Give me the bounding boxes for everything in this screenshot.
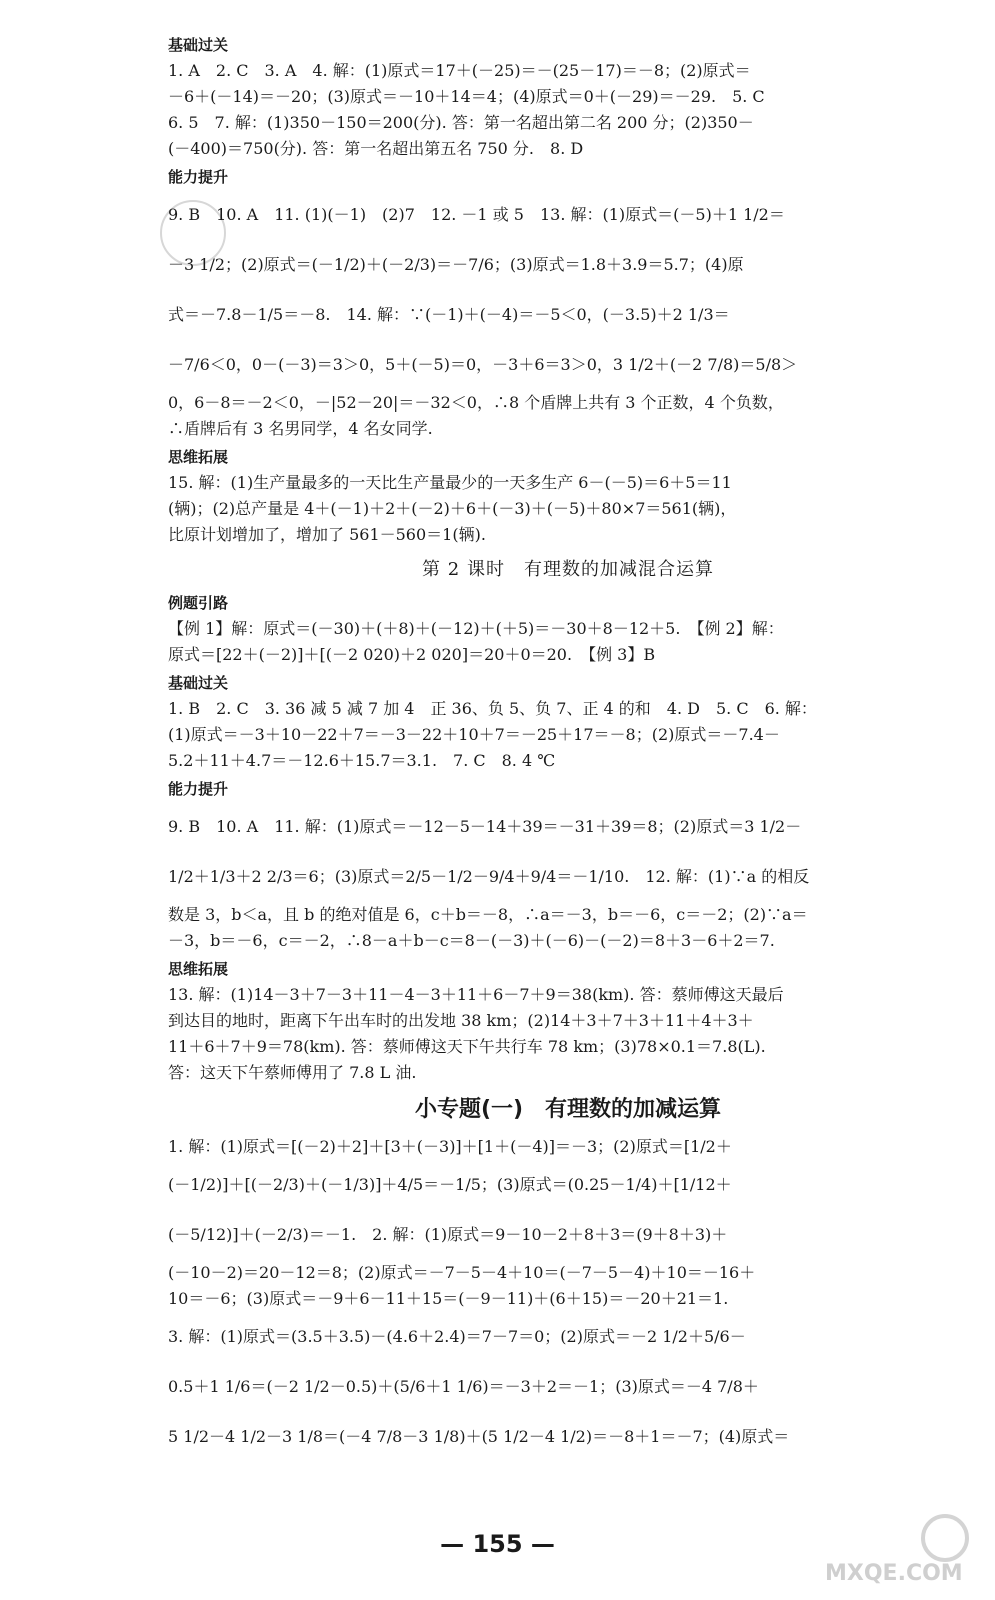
text-line: 9. B 10. A 11. (1)(－1) (2)7 12. －1 或 5 13. 解：(1)原式＝(－5)＋1 1/2＝	[168, 205, 785, 224]
section-heading: 能力提升	[168, 168, 229, 186]
section-heading: 思维拓展	[168, 960, 229, 978]
text-line: 15. 解：(1)生产量最多的一天比生产量最少的一天多生产 6－(－5)＝6＋5＝11	[168, 473, 732, 492]
section-heading: 基础过关	[168, 36, 229, 54]
text-line: 5.2＋11＋4.7＝－12.6＋15.7＝3.1. 7. C 8. 4 ℃	[168, 751, 556, 770]
text-line: 比原计划增加了，增加了 561－560＝1(辆).	[168, 525, 486, 544]
text-line: 11＋6＋7＋9＝78(km). 答：蔡师傅这天下午共行车 78 km；(3)78×0.1＝7.8(L).	[168, 1037, 766, 1056]
text-line: 5 1/2－4 1/2－3 1/8＝(－4 7/8－3 1/8)＋(5 1/2－4 1/2)＝－8＋1＝－7；(4)原式＝	[168, 1427, 790, 1446]
text-line: －3 1/2；(2)原式＝(－1/2)＋(－2/3)＝－7/6；(3)原式＝1.8＋3.9＝5.7；(4)原	[168, 255, 744, 274]
section-heading: 思维拓展	[168, 448, 229, 466]
page-number: — 155 —	[440, 1530, 555, 1558]
text-line: 数是 3，b＜a，且 b 的绝对值是 6，c＋b＝－8，∴a＝－3，b＝－6，c＝－2；(2)∵a＝	[168, 905, 808, 924]
text-line: 答：这天下午蔡师傅用了 7.8 L 油.	[168, 1063, 417, 1082]
lesson-title: 第 2 课时 有理数的加减混合运算	[422, 559, 714, 580]
text-line: (1)原式＝－3＋10－22＋7＝－3－22＋10＋7＝－25＋17＝－8；(2)原式＝－7.4－	[168, 725, 780, 744]
text-line: 式＝－7.8－1/5＝－8. 14. 解：∵(－1)＋(－4)＝－5＜0，(－3.5)＋2 1/3＝	[168, 305, 730, 324]
text-line: 1. A 2. C 3. A 4. 解：(1)原式＝17＋(－25)＝－(25－17)＝－8；(2)原式＝	[168, 61, 751, 80]
text-line: 9. B 10. A 11. 解：(1)原式＝－12－5－14＋39＝－31＋39＝8；(2)原式＝3 1/2－	[168, 817, 802, 836]
text-line: －6＋(－14)＝－20；(3)原式＝－10＋14＝4；(4)原式＝0＋(－29)＝－29. 5. C	[168, 87, 765, 106]
text-line: 1/2＋1/3＋2 2/3＝6；(3)原式＝2/5－1/2－9/4＋9/4＝－1/10. 12. 解：(1)∵a 的相反	[168, 867, 810, 886]
section-heading: 能力提升	[168, 780, 229, 798]
text-line: 6. 5 7. 解：(1)350－150＝200(分). 答：第一名超出第二名 200 分；(2)350－	[168, 113, 754, 132]
text-line: －7/6＜0，0－(－3)＝3＞0，5＋(－5)＝0，－3＋6＝3＞0，3 1/2＋(－2 7/8)＝5/8＞	[168, 355, 798, 374]
text-line: 到达目的地时，距离下午出车时的出发地 38 km；(2)14＋3＋7＋3＋11＋4＋3＋	[168, 1011, 754, 1030]
text-line: 【例 1】解：原式＝(－30)＋(＋8)＋(－12)＋(＋5)＝－30＋8－12＋5. 【例 2】解：	[168, 619, 784, 638]
text-line: (－5/12)]＋(－2/3)＝－1. 2. 解：(1)原式＝9－10－2＋8＋3＝(9＋8＋3)＋	[168, 1225, 728, 1244]
text-line: －3，b＝－6，c＝－2，∴8－a＋b－c＝8－(－3)＋(－6)－(－2)＝8＋3－6＋2＝7.	[168, 931, 775, 950]
text-line: 1. 解：(1)原式＝[(－2)＋2]＋[3＋(－3)]＋[1＋(－4)]＝－3；(2)原式＝[1/2＋	[168, 1137, 732, 1156]
text-line: 10＝－6；(3)原式＝－9＋6－11＋15＝(－9－11)＋(6＋15)＝－20＋21＝1.	[168, 1289, 729, 1308]
text-line: (－10－2)＝20－12＝8；(2)原式＝－7－5－4＋10＝(－7－5－4)＋10＝－16＋	[168, 1263, 756, 1282]
text-line: 3. 解：(1)原式＝(3.5＋3.5)－(4.6＋2.4)＝7－7＝0；(2)原式＝－2 1/2＋5/6－	[168, 1327, 746, 1346]
text-line: 0.5＋1 1/6＝(－2 1/2－0.5)＋(5/6＋1 1/6)＝－3＋2＝－1；(3)原式＝－4 7/8＋	[168, 1377, 759, 1396]
text-line: ∴盾牌后有 3 名男同学，4 名女同学.	[168, 419, 433, 438]
topic-title: 小专题(一) 有理数的加减运算	[414, 1097, 722, 1122]
section-heading: 基础过关	[168, 674, 229, 692]
text-line: 13. 解：(1)14－3＋7－3＋11－4－3＋11＋6－7＋9＝38(km). 答：蔡师傅这天最后	[168, 985, 784, 1004]
svg-text:MXQE.COM: MXQE.COM	[825, 1561, 963, 1586]
text-line: (－400)＝750(分). 答：第一名超出第五名 750 分. 8. D	[168, 139, 584, 158]
text-line: 原式＝[22＋(－2)]＋[(－2 020)＋2 020]＝20＋0＝20. 【例 3】B	[168, 645, 656, 664]
text-line: (－1/2)]＋[(－2/3)＋(－1/3)]＋4/5＝－1/5；(3)原式＝(0.25－1/4)＋[1/12＋	[168, 1175, 732, 1194]
text-line: (辆)；(2)总产量是 4＋(－1)＋2＋(－2)＋6＋(－3)＋(－5)＋80×7＝561(辆)，	[168, 499, 737, 518]
answer-page	[168, 30, 968, 1462]
watermark-logo	[815, 1510, 985, 1590]
text-line: 1. B 2. C 3. 36 减 5 减 7 加 4 正 36、负 5、负 7、正 4 的和 4. D 5. C 6. 解：	[168, 699, 817, 718]
text-line: 0，6－8＝－2＜0，－|52－20|＝－32＜0，∴8 个盾牌上共有 3 个正数，4 个负数，	[168, 393, 784, 412]
section-heading: 例题引路	[168, 594, 229, 612]
